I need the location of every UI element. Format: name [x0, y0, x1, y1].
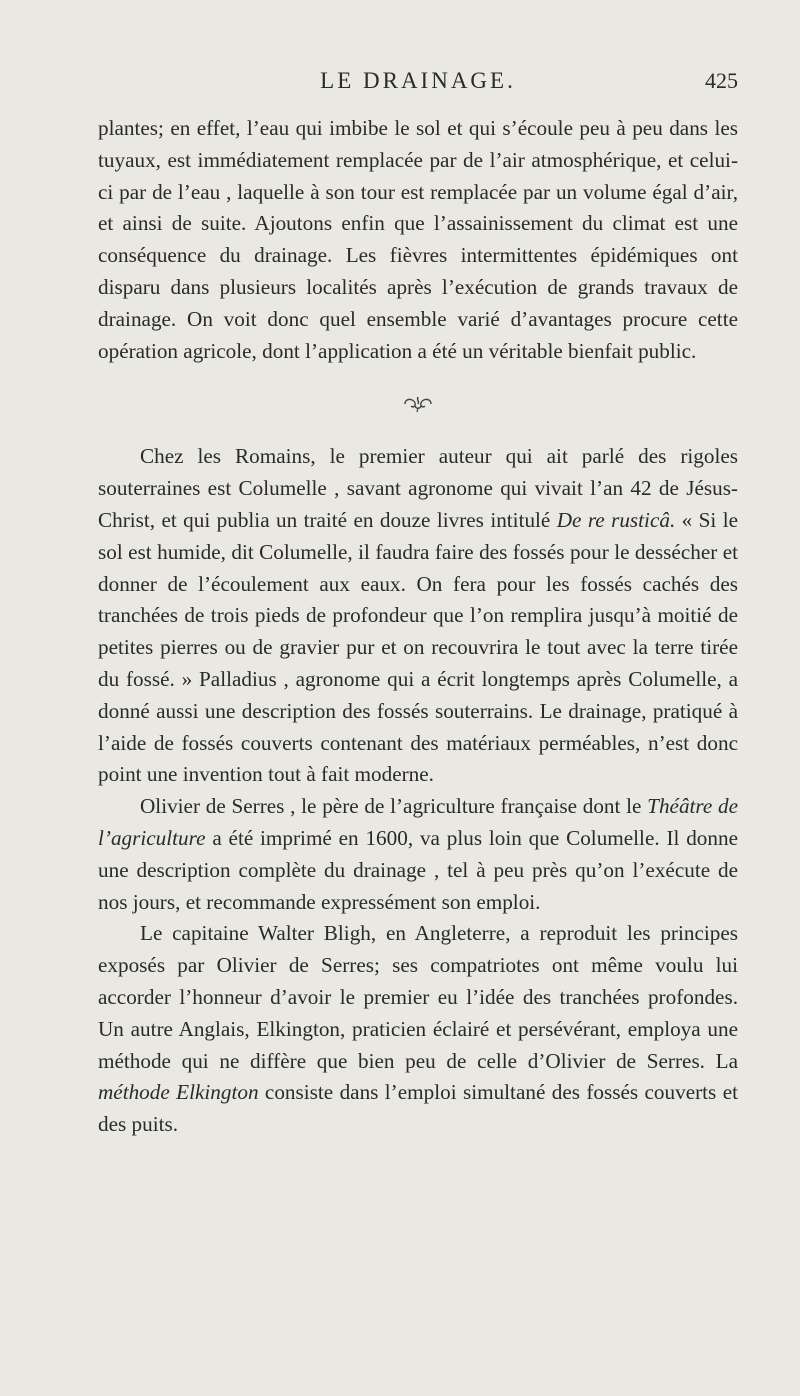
body-text — [98, 113, 738, 1141]
fleuron-icon — [401, 394, 435, 414]
page-header — [98, 66, 738, 100]
paragraph-bligh-elkington — [98, 918, 738, 1141]
paragraph-serres-text-b: a été imprimé en 1600, va plus loin que Columelle. Il donne une description complète du drainage , tel à peu près qu’on l’exécute de nos jours, et recommande expressément son emploi. — [98, 825, 738, 914]
page-number: 425 — [705, 68, 738, 93]
paragraph-romans-text-a: Chez les Romains, le premier auteur qui ait parlé des rigoles souterraines est Columelle , savant agronome qui vivait l’an 42 de Jésus-Christ, et qui publia un traité en douze livres intitulé — [98, 444, 738, 532]
book-title-de-re-rustica: De re rusticâ. — [556, 507, 676, 532]
book-title-theatre-agriculture: Théâtre de l’agriculture — [98, 794, 739, 850]
paragraph-romans — [98, 441, 738, 791]
ornament — [98, 367, 738, 441]
paragraph-drainage-benefits: plantes; en effet, l’eau qui imbibe le sol et qui s’écoule peu à peu dans les tuyaux, est immédiatement remplacée par de l’air atmosphérique, et celui-ci par de l’eau , laquelle à son tour est remplacée par un volume égal d’air, et ainsi de suite. Ajoutons enfin que l’assainissement du climat est une conséquence du drainage. Les fièvres intermittentes épidémiques ont disparu dans plusieurs localités après l’exécution de grands travaux de drainage. On voit donc quel ensemble varié d’avantages procure cette opération agricole, dont l’application a été un véritable bienfait public. — [98, 116, 738, 363]
paragraph-romans-text-b: « Si le sol est humide, dit Columelle, il faudra faire des fossés pour le dessécher et donner de l’écoulement aux eaux. On fera pour les fossés cachés des tranchées de trois pieds de profondeur que l’on remplira jusqu’à moitié de petites pierres ou de gravier pur et on recouvrira le tout avec la terre tirée du fossé. » Palladius , agronome qui a écrit longtemps après Columelle, a donné aussi une description des fossés souterrains. Le drainage, pratiqué à l’aide de fossés couverts contenant des matériaux perméables, n’est donc point une invention tout à fait moderne. — [98, 507, 738, 787]
paragraph-olivier-de-serres — [98, 791, 738, 918]
running-title: LE DRAINAGE. — [320, 68, 516, 93]
paragraph-serres-text-a: Olivier de Serres , le père de l’agriculture française dont le — [140, 794, 648, 819]
method-elkington: méthode Elkington — [98, 1080, 259, 1105]
paragraph-bligh-text-b: consiste dans l’emploi simultané des fossés couverts et des puits. — [98, 1080, 738, 1137]
paragraph-bligh-text-a: Le capitaine Walter Bligh, en Angleterre, a reproduit les principes exposés par Olivier de Serres; ses compatriotes ont même voulu lui accorder l’honneur d’avoir le premier eu l’idée des tranchées profondes. Un autre Anglais, Elkington, praticien éclairé et persévérant, employa une méthode qui ne diffère que bien peu de celle d’Olivier de Serres. La — [98, 921, 738, 1073]
